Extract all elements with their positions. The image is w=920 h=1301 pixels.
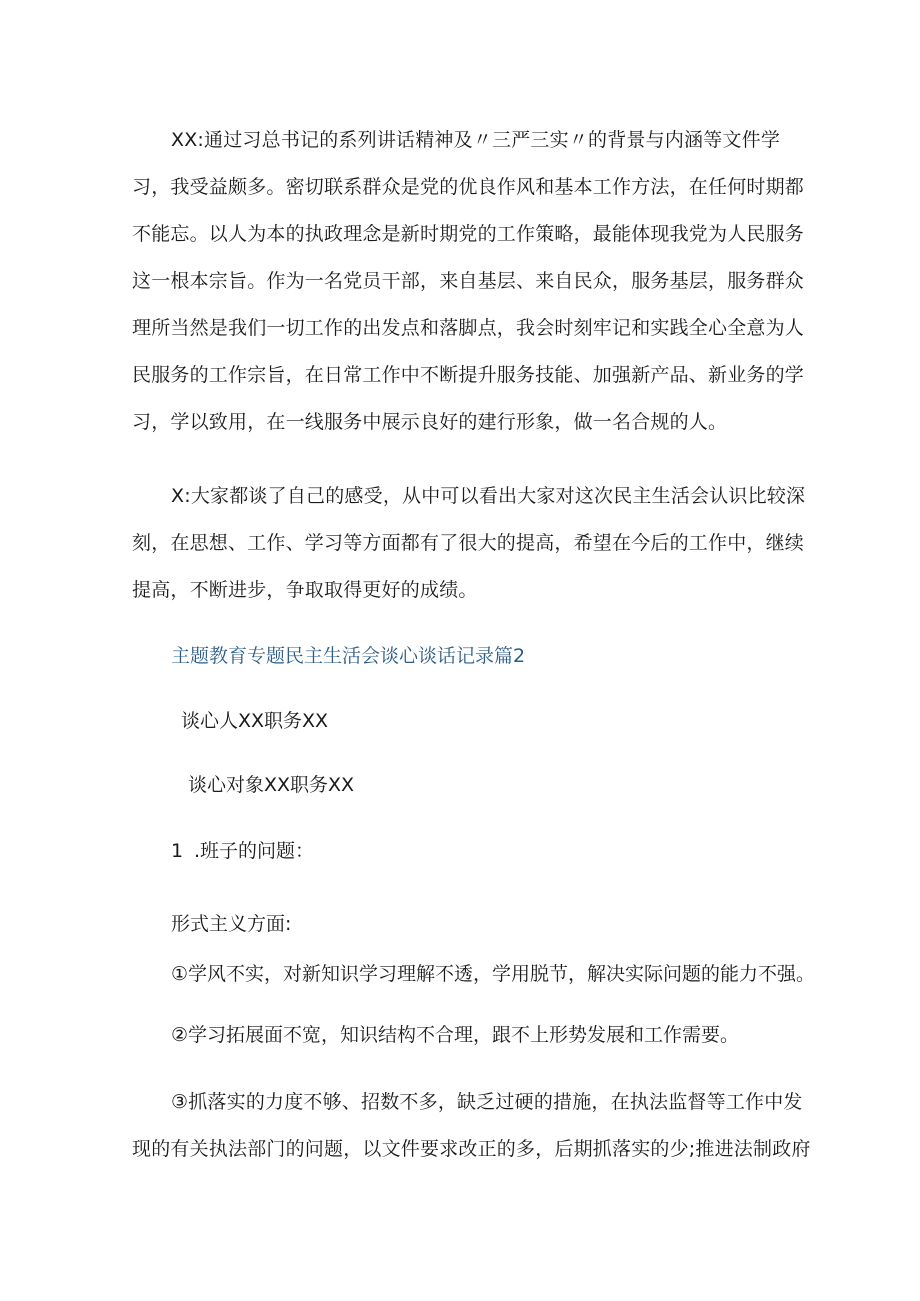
paragraph2-line-2: 刻，在思想、工作、学习等方面都有了很大的提高，希望在今后的工作中，继续 xyxy=(132,532,805,554)
item1-title: .班子的问题： xyxy=(194,840,315,862)
paragraph1-line-4: 这一根本宗旨。作为一名党员干部，来自基层、来自民众，服务基层，服务群众 xyxy=(132,270,805,292)
paragraph1-line-2: 习，我受益颇多。密切联系群众是党的优良作风和基本工作方法，在任何时期都 xyxy=(132,176,805,198)
point3-line-2: 现的有关执法部门的问题，以文件要求改正的多，后期抓落实的少;推进法制政府 xyxy=(132,1138,811,1160)
paragraph1-line-1: XX:通过习总书记的系列讲话精神及〃三严三实〃的背景与内涵等文件学 xyxy=(171,129,781,151)
point3-line-1: ③抓落实的力度不够、招数不多，缺乏过硬的措施，在执法监督等工作中发 xyxy=(171,1091,803,1113)
paragraph1-line-3: 不能忘。以人为本的执政理念是新时期党的工作策略，最能体现我党为人民服务 xyxy=(132,223,805,245)
talker-line: 谈心人XX职务XX xyxy=(181,710,329,732)
talk-target-line: 谈心对象XX职务XX xyxy=(188,774,355,796)
subsection-heading: 形式主义方面: xyxy=(171,913,292,935)
point-2: ②学习拓展面不宽，知识结构不合理，跟不上形势发展和工作需要。 xyxy=(171,1024,740,1046)
paragraph1-line-7: 习，学以致用，在一线服务中展示良好的建行形象，做一名合规的人。 xyxy=(132,411,728,433)
paragraph2-line-3: 提高，不断进步，争取取得更好的成绩。 xyxy=(132,579,478,601)
item1-number: 1 xyxy=(171,840,184,862)
paragraph1-line-5: 理所当然是我们一切工作的出发点和落脚点，我会时刻牢记和实践全心全意为人 xyxy=(132,317,805,339)
point-1: ①学风不实，对新知识学习理解不透，学用脱节，解决实际问题的能力不强。 xyxy=(171,963,816,985)
paragraph2-line-1: X:大家都谈了自己的感受，从中可以看出大家对这次民主生活会认识比较深 xyxy=(171,485,806,507)
section-heading: 主题教育专题民主生活会谈心谈话记录篇2 xyxy=(171,645,526,667)
paragraph1-line-6: 民服务的工作宗旨，在日常工作中不断提升服务技能、加强新产品、新业务的学 xyxy=(132,364,805,386)
